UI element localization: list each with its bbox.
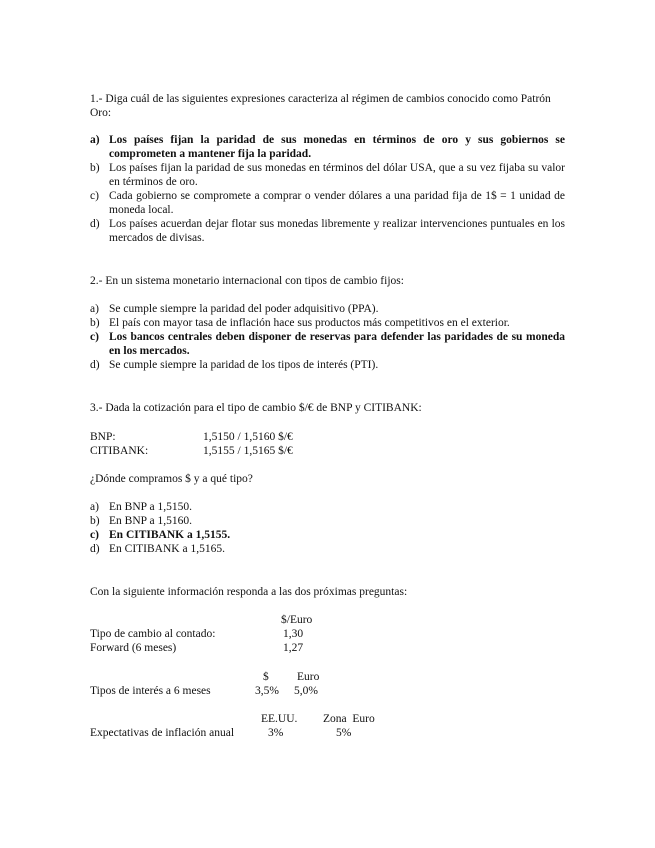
option-text: El país con mayor tasa de inflación hace sus productos más competitivos en el exterior.: [109, 317, 510, 329]
option-text: Se cumple siempre la paridad de los tipos de interés (PTI).: [109, 359, 379, 371]
option-letter: c): [90, 190, 99, 202]
option-letter: c): [90, 331, 99, 343]
fx-header: $/Euro: [281, 614, 313, 626]
q3-option-b: [90, 514, 565, 528]
option-letter: a): [90, 134, 100, 146]
option-letter: b): [90, 162, 100, 174]
option-text: En CITIBANK a 1,5165.: [109, 543, 225, 555]
inflation-label: Expectativas de inflación anual: [90, 727, 235, 739]
q2-option-d: [90, 358, 565, 372]
option-letter: b): [90, 317, 100, 329]
spot-value: 1,30: [283, 628, 304, 640]
q2-option-c: [90, 330, 565, 358]
question-3-prompt: ¿Dónde compramos $ y a qué tipo?: [90, 473, 253, 485]
forward-value: 1,27: [283, 642, 304, 654]
forward-label: Forward (6 meses): [90, 642, 177, 654]
option-text: En BNP a 1,5150.: [109, 501, 192, 513]
q1-option-b: [90, 161, 565, 189]
question-1-text: 1.- Diga cuál de las siguientes expresiones caracteriza al régimen de cambios conocido como Patrón Oro:: [90, 93, 551, 119]
option-text: Los países fijan la paridad de sus monedas en términos de oro y sus gobiernos se comprometen a mantener fija la paridad.: [109, 134, 565, 160]
quote-citibank-bank: CITIBANK:: [90, 445, 149, 457]
option-letter: a): [90, 501, 99, 513]
option-text: En BNP a 1,5160.: [109, 515, 192, 527]
inflation-header-euro: Zona Euro: [323, 713, 375, 725]
q1-option-a: [90, 133, 565, 161]
question-2-options: [90, 302, 565, 372]
q1-option-c: [90, 189, 565, 217]
option-letter: c): [90, 529, 99, 541]
question-1-options: [90, 133, 565, 245]
option-letter: a): [90, 303, 99, 315]
option-text: En CITIBANK a 1,5155.: [109, 529, 231, 541]
inflation-us: 3%: [268, 727, 284, 739]
quote-citibank-rate: 1,5155 / 1,5165 $/€: [203, 445, 293, 457]
quote-bnp-rate: 1,5150 / 1,5160 $/€: [203, 431, 293, 443]
q3-option-c: [90, 528, 565, 542]
inflation-euro: 5%: [336, 727, 352, 739]
quote-bnp-bank: BNP:: [90, 431, 116, 443]
spot-label: Tipo de cambio al contado:: [90, 628, 216, 640]
option-letter: d): [90, 218, 100, 230]
question-3-options: [90, 500, 565, 556]
option-letter: d): [90, 359, 100, 371]
info-intro: Con la siguiente información responda a las dos próximas preguntas:: [90, 586, 408, 598]
q2-option-b: [90, 316, 565, 330]
q2-option-a: [90, 302, 565, 316]
rates-label: Tipos de interés a 6 meses: [90, 685, 211, 697]
option-text: Los países fijan la paridad de sus monedas en términos del dólar USA, que a su vez fijaba su valor en términos de oro.: [109, 162, 565, 188]
option-text: Los bancos centrales deben disponer de reservas para defender las paridades de su moneda en los mercados.: [109, 331, 565, 357]
question-3-text: 3.- Dada la cotización para el tipo de cambio $/€ de BNP y CITIBANK:: [90, 402, 422, 414]
rate-eur: 5,0%: [294, 685, 318, 697]
question-2-text: 2.- En un sistema monetario internacional con tipos de cambio fijos:: [90, 275, 404, 287]
option-letter: d): [90, 543, 100, 555]
option-text: Cada gobierno se compromete a comprar o vender dólares a una paridad fija de 1$ = 1 unidad de moneda local.: [109, 190, 565, 216]
q3-option-d: [90, 542, 565, 556]
rates-header-usd: $: [263, 671, 269, 683]
inflation-header-us: EE.UU.: [261, 713, 298, 725]
option-letter: b): [90, 515, 100, 527]
option-text: Los países acuerdan dejar flotar sus monedas libremente y realizar intervenciones puntuales en los mercados de divisas.: [109, 218, 565, 244]
option-text: Se cumple siempre la paridad del poder adquisitivo (PPA).: [109, 303, 379, 315]
rates-header-eur: Euro: [297, 671, 320, 683]
rate-usd: 3,5%: [255, 685, 279, 697]
q1-option-d: [90, 217, 565, 245]
q3-option-a: [90, 500, 565, 514]
